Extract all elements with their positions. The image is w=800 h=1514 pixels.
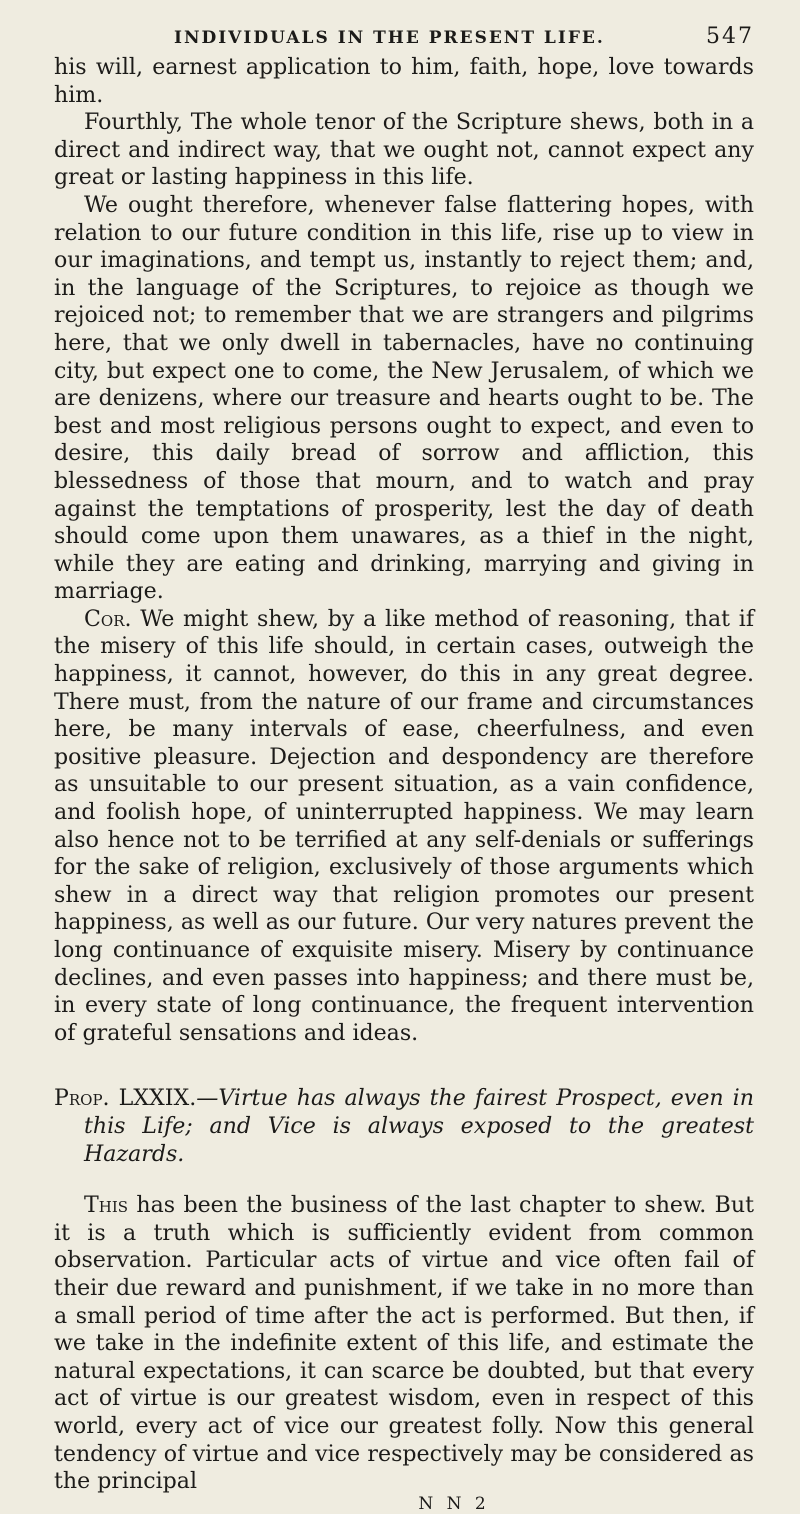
proposition-label: Prop. LXXIX. <box>54 1085 197 1112</box>
spacer <box>54 1168 754 1192</box>
proposition-heading: Prop. LXXIX.—Virtue has always the fairest Prospect, even in this Life; and Vice is always exposed to the greatest Hazards. <box>54 1085 754 1167</box>
corollary-text: We might shew, by a like method of reasoning, that if the misery of this life should, in certain cases, outweigh the happiness, it cannot, however, do this in any great degree. There must, from the nature of our frame and circumstances here, be many intervals of ease, cheerfulness, and even positive pleasure. Dejection and despondency are therefore as unsuitable to our present situation, as a vain confidence, and foolish hope, of uninterrupted happiness. We may learn also hence not to be terrified at any self-denials or sufferings for the sake of religion, exclusively of those arguments which shew in a direct way that religion promotes our present happiness, as well as our future. Our very natures prevent the long continuance of exquisite misery. Misery by continuance declines, and even passes into happiness; and there must be, in every state of long continuance, the frequent intervention of grateful sensations and ideas. <box>54 605 754 1046</box>
paragraph-fourthly: Fourthly, The whole tenor of the Scripture shews, both in a direct and indirect way, that we ought not, cannot expect any great or lasting happiness in this life. <box>54 109 754 191</box>
paragraph-this-text: has been the business of the last chapter to shew. But it is a truth which is sufficiently evident from common observation. Particular acts of virtue and vice often fail of their due reward and punishment, if we take in no more than a small period of time after the act is performed. But then, if we take in the indefinite extent of this life, and estimate the natural expectations, it can scarce be doubted, but that every act of virtue is our greatest wisdom, even in respect of this world, every act of vice our greatest folly. Now this general tendency of virtue and vice respectively may be considered as the principal <box>54 1192 754 1495</box>
body-text <box>54 54 754 1496</box>
paragraph-corollary <box>54 606 754 1048</box>
running-head <box>54 24 754 54</box>
signature-mark: N N 2 <box>418 1493 490 1514</box>
paragraph-this <box>54 1192 754 1496</box>
paragraph-this-opening: This <box>84 1192 129 1219</box>
paragraph-continued: his will, earnest application to him, faith, hope, love towards him. <box>54 54 754 108</box>
running-title: INDIVIDUALS IN THE PRESENT LIFE. <box>174 28 605 48</box>
paragraph-we-ought: We ought therefore, whenever false flattering hopes, with relation to our future condition in this life, rise up to view in our imaginations, and tempt us, instantly to reject them; and, in the language of the Scriptures, to rejoice as though we rejoiced not; to remember that we are strangers and pilgrims here, that we only dwell in tabernacles, have no continuing city, but expect one to come, the New Jerusalem, of which we are denizens, where our treasure and hearts ought to be. The best and most religious persons ought to expect, and even to desire, this daily bread of sorrow and affliction, this blessedness of those that mourn, and to watch and pray against the temptations of prosperity, lest the day of death should come upon them unawares, as a thief in the night, while they are eating and drinking, marrying and giving in marriage. <box>54 191 754 605</box>
page-number: 547 <box>706 24 754 49</box>
proposition-text: Virtue has always the fairest Prospect, even in this Life; and Vice is always exposed to the greatest Hazards. <box>84 1085 754 1167</box>
corollary-label: Cor. <box>84 605 132 632</box>
